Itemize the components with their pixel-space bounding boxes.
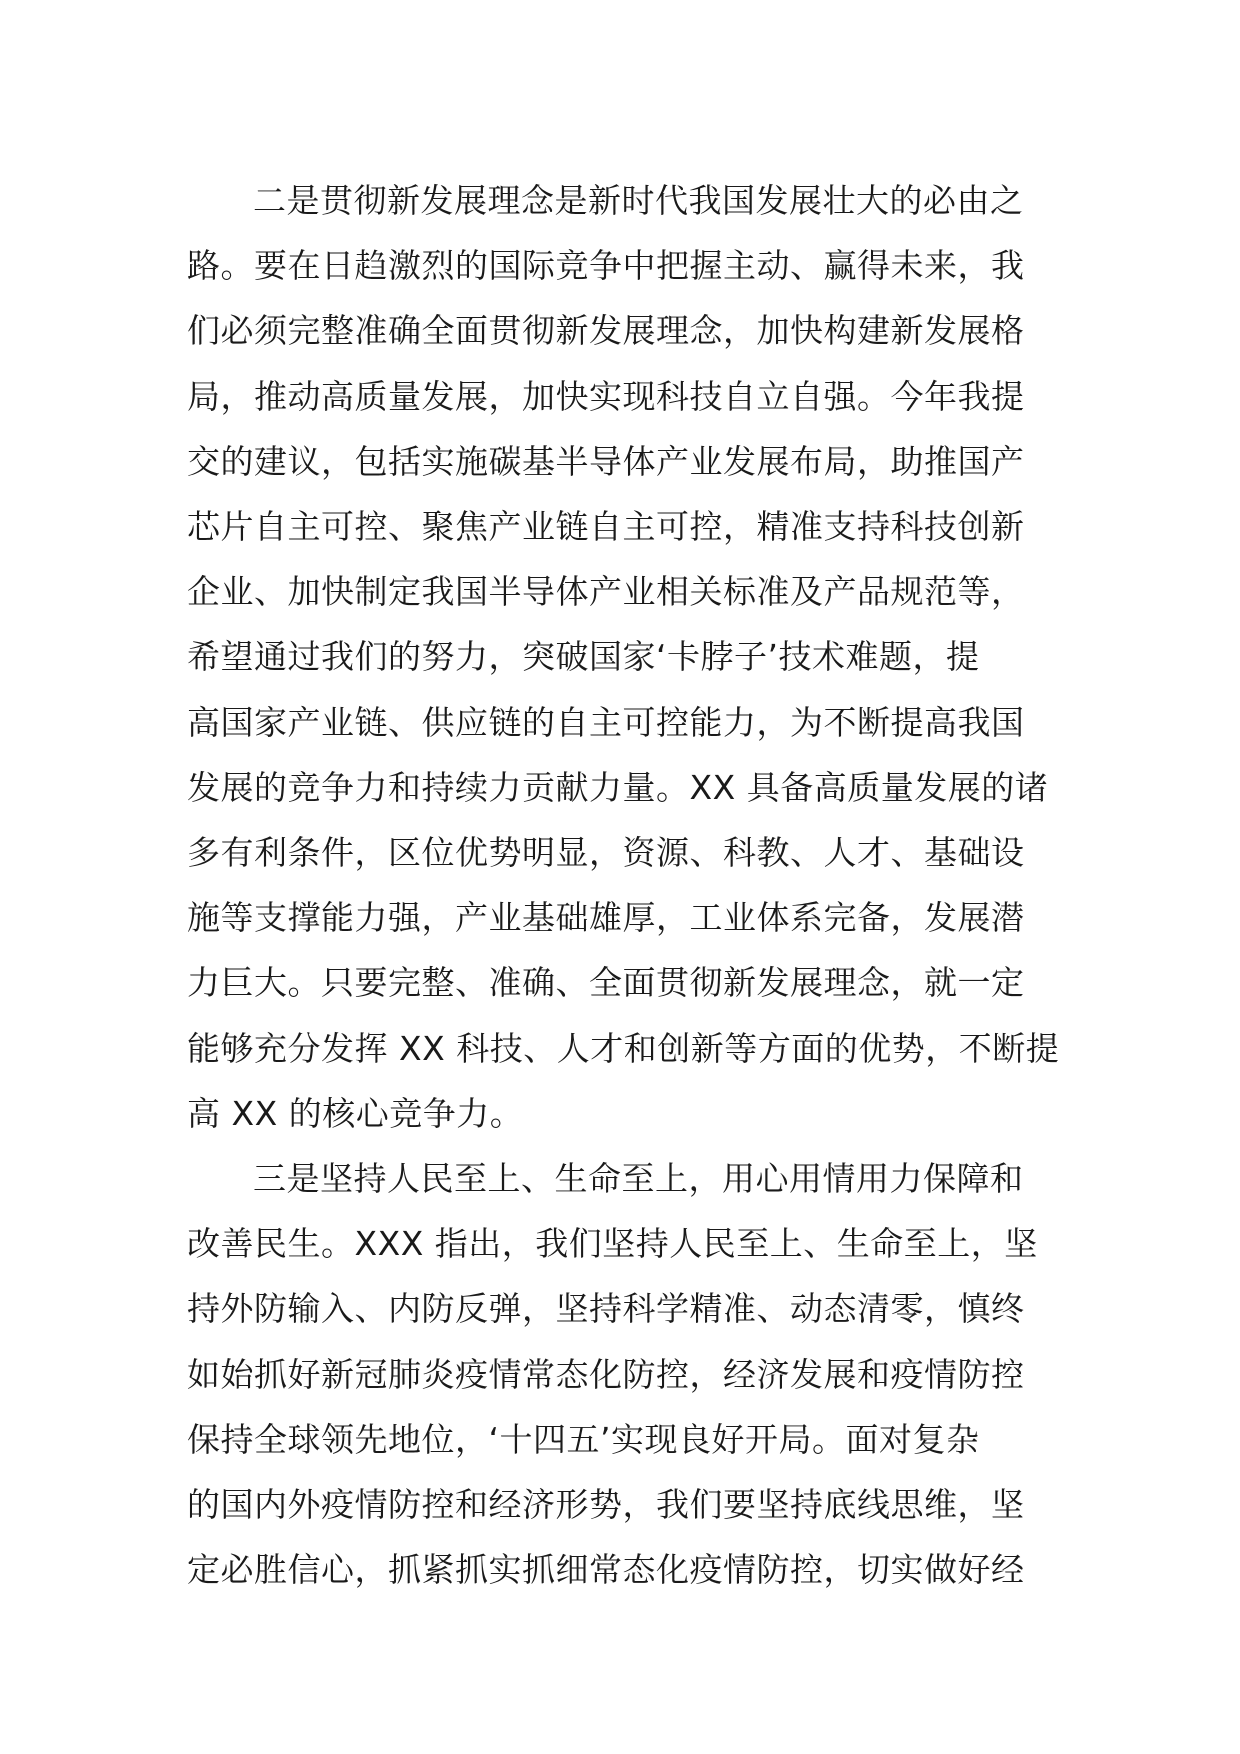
text-line: 发展的竞争力和持续力贡献力量。XX 具备高质量发展的诸: [187, 767, 1049, 807]
text-line: 改善民生。XXX 指出，我们坚持人民至上、生命至上，坚: [187, 1224, 1038, 1264]
paragraph-development-philosophy: [187, 168, 1060, 1146]
text-line: 定必胜信心，抓紧抓实抓细常态化疫情防控，切实做好经: [187, 1550, 1025, 1590]
text-line: 力巨大。只要完整、准确、全面贯彻新发展理念，就一定: [187, 963, 1025, 1003]
text-line: 路。要在日趋激烈的国际竞争中把握主动、赢得未来，我: [187, 246, 1025, 286]
text-line: 企业、加快制定我国半导体产业相关标准及产品规范等，: [187, 572, 1025, 612]
text-line: 三是坚持人民至上、生命至上，用心用情用力保障和: [253, 1159, 1024, 1199]
text-line: 能够充分发挥 XX 科技、人才和创新等方面的优势，不断提: [187, 1028, 1060, 1068]
text-line: 多有利条件，区位优势明显，资源、科教、人才、基础设: [187, 833, 1025, 873]
text-line: 希望通过我们的努力，突破国家‘卡脖子’技术难题，提: [187, 637, 980, 677]
text-line: 高国家产业链、供应链的自主可控能力，为不断提高我国: [187, 702, 1025, 742]
text-line: 交的建议，包括实施碳基半导体产业发展布局，助推国产: [187, 441, 1025, 481]
text-line: 芯片自主可控、聚焦产业链自主可控，精准支持科技创新: [187, 507, 1025, 547]
text-line: 们必须完整准确全面贯彻新发展理念，加快构建新发展格: [187, 311, 1025, 351]
text-line: 如始抓好新冠肺炎疫情常态化防控，经济发展和疫情防控: [187, 1354, 1025, 1394]
text-line: 二是贯彻新发展理念是新时代我国发展壮大的必由之: [253, 181, 1024, 220]
paragraph-people-first: [187, 1146, 1057, 1602]
text-line: 的国内外疫情防控和经济形势，我们要坚持底线思维，坚: [187, 1485, 1025, 1525]
text-line: 高 XX 的核心竞争力。: [187, 1093, 524, 1133]
text-line: 保持全球领先地位，‘十四五’实现良好开局。面对复杂: [187, 1419, 980, 1459]
document-body: [187, 168, 1060, 1602]
text-line: 施等支撑能力强，产业基础雄厚，工业体系完备，发展潜: [187, 898, 1025, 938]
text-line: 局，推动高质量发展，加快实现科技自立自强。今年我提: [187, 376, 1025, 416]
text-line: 持外防输入、内防反弹，坚持科学精准、动态清零，慎终: [187, 1289, 1025, 1329]
